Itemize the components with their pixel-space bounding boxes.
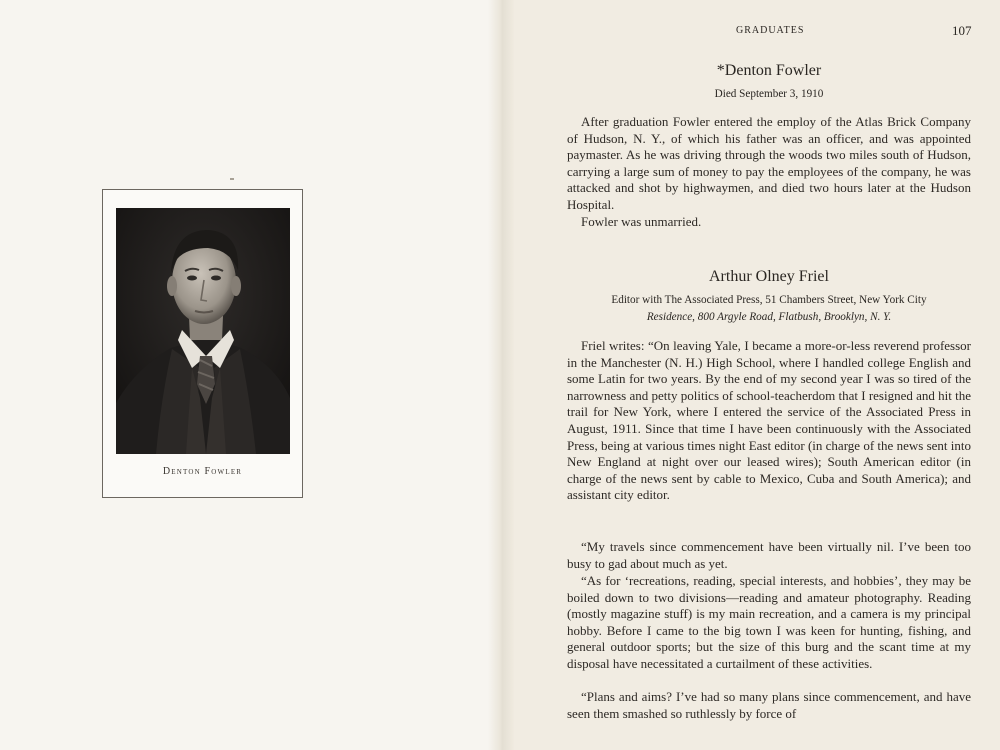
paragraph: After graduation Fowler entered the employ of the Atlas Brick Company of Hudson, N. Y., of which his father was an officer, and was appointed paymaster. As he was driving through the woods two miles south of Hudson, carrying a large sum of money to pay the employees of the company, he was attacked and shot by highwaymen, and died two hours later at the Hudson Hospital. <box>567 114 971 212</box>
paragraph: “Plans and aims? I’ve had so many plans since commencement, and have seen them smashed so ruthlessly by force of <box>567 689 971 721</box>
book-gutter <box>488 0 514 750</box>
entry-residence: Residence, 800 Argyle Road, Flatbush, Brooklyn, N. Y. <box>646 311 892 323</box>
paper-speck <box>230 178 234 180</box>
paragraph: “As for ‘recreations, reading, special interests, and hobbies’, they may be boiled down to two divisions—reading and amateur photography. Reading (mostly magazine stuff) is my main recreation, and a camera is my principal hobby. Before I came to the big town I was keen for hunting, fishing, and general outdoor sports; but the size of this burg and the scant time at my disposal have necessitated a curtailment of these activities. <box>567 573 971 671</box>
page-number: 107 <box>952 23 972 38</box>
paragraph: “My travels since commencement have been virtually nil. I’ve been too busy to gad about much as yet. <box>567 539 971 571</box>
entry-subtitle-died: Died September 3, 1910 <box>714 88 824 100</box>
portrait-plate <box>102 189 303 498</box>
entry-title-friel: Arthur Olney Friel <box>709 268 829 285</box>
portrait-image <box>116 208 290 454</box>
portrait-caption: Denton Fowler <box>162 466 243 477</box>
running-head: GRADUATES <box>736 25 805 36</box>
entry-title-fowler: *Denton Fowler <box>716 62 822 79</box>
entry-occupation: Editor with The Associated Press, 51 Chambers Street, New York City <box>611 294 927 306</box>
paragraph: Fowler was unmarried. <box>581 214 702 229</box>
portrait-photo <box>116 208 290 454</box>
paragraph: Friel writes: “On leaving Yale, I became a more-or-less reverend professor in the Manchester (N. H.) High School, where I handled college English and some Latin for two years. By the end of my second year I was so tired of the narrowness and petty politics of school-teacherdom that I resigned and hit the trail for New York, where I entered the service of the Associated Press in August, 1911. Since that time I have been continuously with the Associated Press, being at various times night East editor (in charge of the news sent into New England at night over our leased wires); South American editor (in charge of the news sent by cable to Mexico, Cuba and South America); and assistant city editor. <box>567 338 971 503</box>
